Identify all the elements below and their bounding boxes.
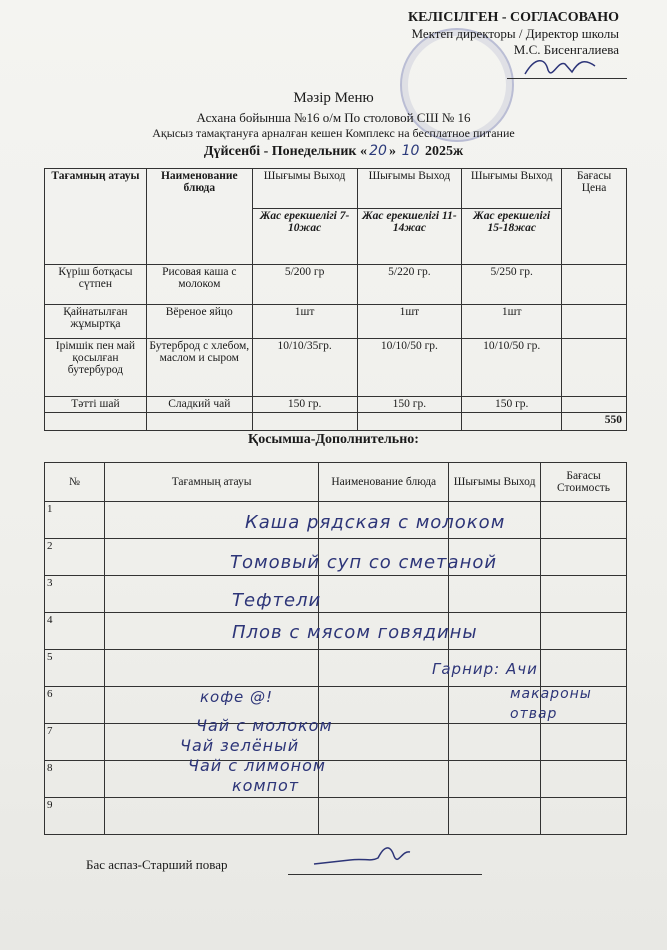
handwritten-entry: макароны отвар <box>510 686 592 722</box>
director-signature <box>520 52 600 82</box>
day-prefix: Дүйсенбі - Понедельник « <box>203 144 367 159</box>
age-group-11-14: Жас ерекшелігі 11-14жас <box>357 209 462 265</box>
header-output-1: Шығымы Выход <box>252 169 357 209</box>
row-number: 6 <box>45 687 105 724</box>
header-output-2: Шығымы Выход <box>357 169 462 209</box>
approval-role: Мектеп директоры / Директор школы <box>411 26 619 41</box>
header-output-3: Шығымы Выход <box>462 169 562 209</box>
row-number: 4 <box>45 613 105 650</box>
price-cell <box>562 265 627 305</box>
table-row <box>45 397 627 413</box>
chef-signature <box>310 840 420 874</box>
dish-name-ru: Вёреное яйцо <box>146 305 252 339</box>
handwritten-entry: кофе @! <box>200 688 274 706</box>
output-7-10: 5/200 гр <box>252 265 357 305</box>
dish-name-ru: Сладкий чай <box>146 397 252 413</box>
handwritten-entry: Томовый суп со сметаной <box>230 552 498 573</box>
handwritten-entry: Чай с молоком <box>196 716 333 735</box>
additional-title: Қосымша-Дополнительно: <box>248 432 419 447</box>
chef-label: Бас аспаз-Старший повар <box>86 857 228 872</box>
output-7-10: 150 гр. <box>252 397 357 413</box>
table-row <box>45 265 627 305</box>
header-num: № <box>45 463 105 502</box>
output-11-14: 10/10/50 гр. <box>357 339 462 397</box>
dish-name-kz: Күріш ботқасы сүтпен <box>45 265 147 305</box>
row-number: 3 <box>45 576 105 613</box>
approval-title: КЕЛІСІЛГЕН - СОГЛАСОВАНО <box>408 10 619 25</box>
dish-name-kz: Қайнатылған жұмыртқа <box>45 305 147 339</box>
dish-name-kz: Ірімшік пен май қосылған бутербурод <box>45 339 147 397</box>
handwritten-entry: Каша рядская с молоком <box>245 512 506 533</box>
output-15-18: 10/10/50 гр. <box>462 339 562 397</box>
header-output: Шығымы Выход <box>449 463 541 502</box>
main-menu-table <box>44 168 627 431</box>
dish-name-ru: Бутерброд с хлебом, маслом и сыром <box>146 339 252 397</box>
row-number: 2 <box>45 539 105 576</box>
output-7-10: 10/10/35гр. <box>252 339 357 397</box>
handwritten-entry: Плов с мясом говядины <box>232 622 478 643</box>
table-row <box>45 650 627 687</box>
header-name-ru: Наименование блюда <box>319 463 449 502</box>
output-11-14: 150 гр. <box>357 397 462 413</box>
output-15-18: 5/250 гр. <box>462 265 562 305</box>
day-suffix: 2025ж <box>421 144 464 159</box>
output-11-14: 5/220 гр. <box>357 265 462 305</box>
row-number: 9 <box>45 798 105 835</box>
table-row <box>45 576 627 613</box>
header-cost: Бағасы Стоимость <box>541 463 627 502</box>
table-row <box>45 761 627 798</box>
header-name-kz: Тағамның атауы <box>45 169 147 265</box>
age-group-7-10: Жас ерекшелігі 7-10жас <box>252 209 357 265</box>
total-row <box>45 413 627 431</box>
approval-name: М.С. Бисенгалиева <box>513 42 619 57</box>
program-line: Ақысыз тамақтануға арналған кешен Комплекс на бесплатное питание <box>152 126 515 140</box>
approval-block <box>408 10 619 58</box>
month-number: 10 <box>401 143 420 159</box>
table-row <box>45 305 627 339</box>
price-cell <box>562 339 627 397</box>
output-7-10: 1шт <box>252 305 357 339</box>
dish-name-kz: Тәтті шай <box>45 397 147 413</box>
header-name-ru: Наименование блюда <box>146 169 252 265</box>
header-name-kz: Тағамның атауы <box>104 463 319 502</box>
output-15-18: 150 гр. <box>462 397 562 413</box>
output-11-14: 1шт <box>357 305 462 339</box>
table-row <box>45 339 627 397</box>
age-group-15-18: Жас ерекшелігі 15-18жас <box>462 209 562 265</box>
day-number: 20 <box>369 143 387 159</box>
price-cell <box>562 305 627 339</box>
table-row <box>45 798 627 835</box>
day-heading <box>0 143 667 160</box>
header-price: Бағасы Цена <box>562 169 627 265</box>
table-row <box>45 724 627 761</box>
total-price: 550 <box>562 413 627 431</box>
menu-title: Мәзір Меню <box>293 90 374 106</box>
day-mid: » <box>389 144 400 159</box>
output-15-18: 1шт <box>462 305 562 339</box>
row-number: 7 <box>45 724 105 761</box>
handwritten-entry: Чай зелёный <box>180 736 300 755</box>
price-cell <box>562 397 627 413</box>
handwritten-entry: компот <box>232 776 300 795</box>
row-number: 1 <box>45 502 105 539</box>
row-number: 5 <box>45 650 105 687</box>
canteen-line: Асхана бойынша №16 о/м По столовой СШ № 16 <box>196 110 471 125</box>
row-number: 8 <box>45 761 105 798</box>
handwritten-entry: Тефтели <box>232 590 322 611</box>
handwritten-entry: Гарнир: Ачи <box>432 660 538 678</box>
handwritten-entry: Чай с лимоном <box>188 756 326 775</box>
dish-name-ru: Рисовая каша с молоком <box>146 265 252 305</box>
chef-signature-line <box>288 874 482 875</box>
